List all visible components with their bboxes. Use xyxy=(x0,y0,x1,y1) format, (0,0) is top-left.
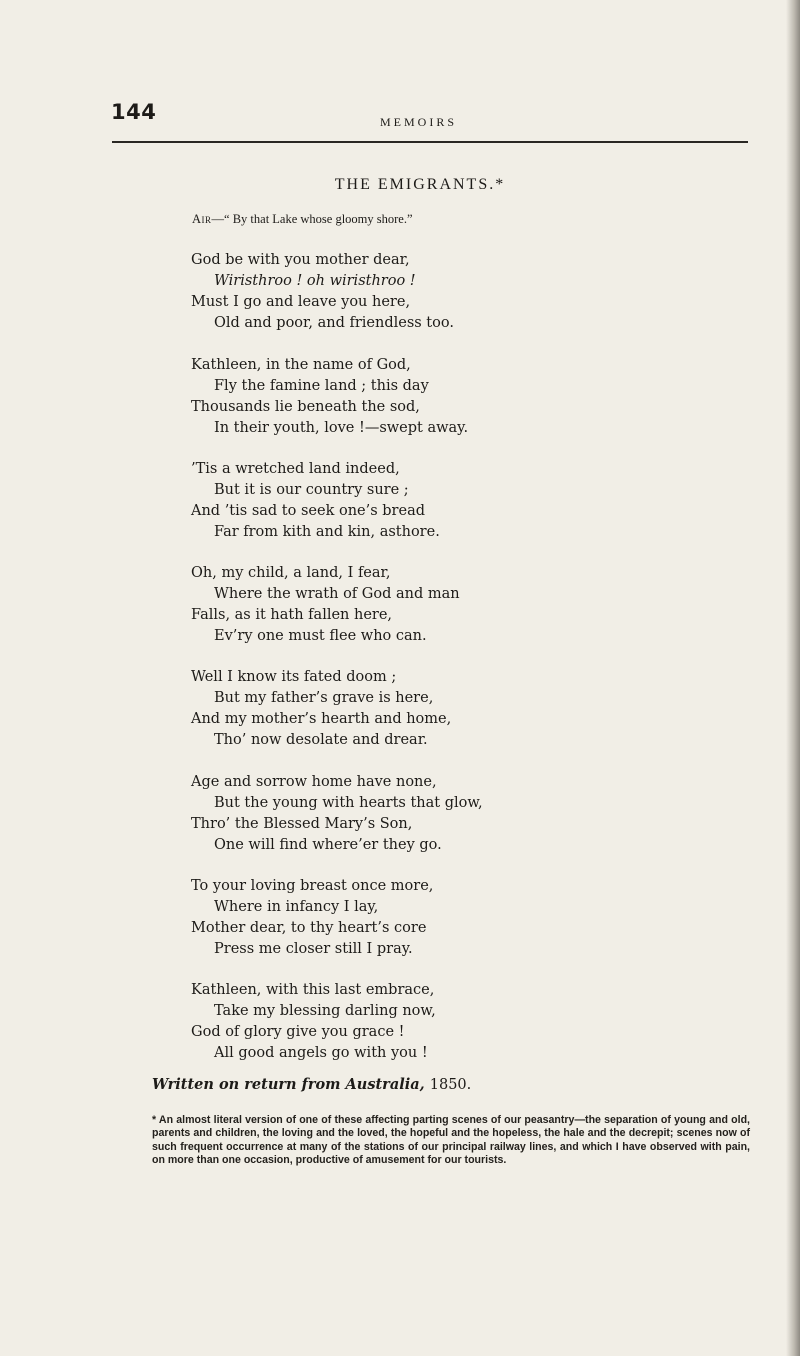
poem-line: Falls, as it hath fallen here, xyxy=(191,607,393,623)
poem-line: Kathleen, with this last embrace, xyxy=(191,982,435,998)
poem-line: Well I know its fated doom ; xyxy=(191,669,397,685)
page-number: 144 xyxy=(111,100,157,124)
poem-line: And ’tis sad to seek one’s bread xyxy=(191,503,425,519)
poem-line: Must I go and leave you here, xyxy=(191,294,411,310)
poem-line: Ev’ry one must flee who can. xyxy=(214,628,427,644)
poem-line: Oh, my child, a land, I fear, xyxy=(191,565,391,581)
poem-line: ’Tis a wretched land indeed, xyxy=(191,461,400,477)
closing-year: 1850. xyxy=(429,1077,472,1093)
poem-line: One will find where’er they go. xyxy=(214,837,442,853)
page-binding-shadow xyxy=(786,0,800,1356)
poem-line: All good angels go with you ! xyxy=(214,1045,428,1061)
poem-line: And my mother’s hearth and home, xyxy=(191,711,452,727)
poem-line: To your loving breast once more, xyxy=(191,878,434,894)
header-rule xyxy=(112,141,748,143)
poem-line: Where in infancy I lay, xyxy=(214,899,379,915)
poem-line: Wiristhroo ! oh wiristhroo ! xyxy=(214,273,416,289)
poem-line: Thousands lie beneath the sod, xyxy=(191,399,420,415)
poem-line: Where the wrath of God and man xyxy=(214,586,460,602)
poem-line: Tho’ now desolate and drear. xyxy=(214,732,428,748)
footnote: * An almost literal version of one of these affecting parting scenes of our peasantry—the separation of young and old, parents and children, the loving and the loved, the hopeful and the hopeless, the hale and the decrepit; scenes now of such frequent occurrence at many of the stations of our principal railway lines, and which I have observed with pain, on more than one occasion, productive of amusement for our tourists. xyxy=(152,1114,750,1167)
closing-attribution xyxy=(152,1076,471,1093)
closing-italic: Written on return from Australia, xyxy=(152,1076,425,1093)
running-title: MEMOIRS xyxy=(380,115,458,129)
poem-line: Press me closer still I pray. xyxy=(214,941,413,957)
poem-line: But the young with hearts that glow, xyxy=(214,795,483,811)
poem-line: Fly the famine land ; this day xyxy=(214,378,429,394)
poem-line: Far from kith and kin, asthore. xyxy=(214,524,440,540)
air-tune: —“ By that Lake whose gloomy shore.” xyxy=(211,212,413,226)
air-note xyxy=(192,212,413,227)
poem-line: Old and poor, and friendless too. xyxy=(214,315,454,331)
poem-line: Kathleen, in the name of God, xyxy=(191,357,411,373)
poem-line: But it is our country sure ; xyxy=(214,482,409,498)
poem-line: God be with you mother dear, xyxy=(191,252,410,268)
poem-line: Take my blessing darling now, xyxy=(214,1003,436,1019)
poem-line: God of glory give you grace ! xyxy=(191,1024,405,1040)
air-label: Air xyxy=(192,212,212,226)
poem-line: Age and sorrow home have none, xyxy=(191,774,437,790)
poem-title: THE EMIGRANTS.* xyxy=(334,176,506,193)
poem-line: In their youth, love !—swept away. xyxy=(214,420,469,436)
poem-line: Mother dear, to thy heart’s core xyxy=(191,920,427,936)
poem-line: Thro’ the Blessed Mary’s Son, xyxy=(191,816,413,832)
poem-line: But my father’s grave is here, xyxy=(214,690,434,706)
